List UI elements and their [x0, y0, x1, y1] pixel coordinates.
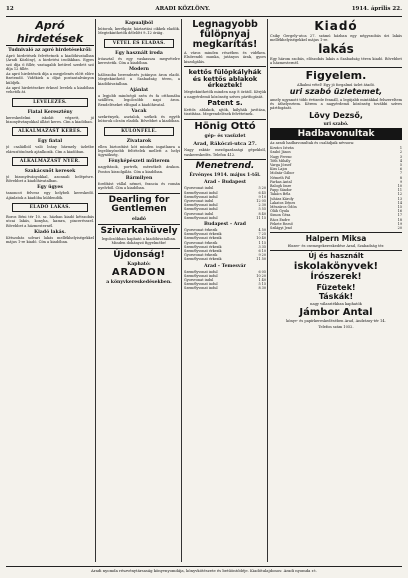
paragraph: fűszer- és csemegekereskedése Arad, Szabadság tér.	[287, 244, 385, 249]
column-rule	[267, 19, 268, 562]
table-cell: Személyvonat érkezik	[184, 236, 222, 241]
table-cell: 20	[397, 226, 402, 231]
section-label: KÜLÖNFÉLE.	[104, 127, 174, 136]
column-rule	[95, 19, 96, 562]
column-sales	[98, 19, 180, 562]
table-cell: 5 20	[258, 186, 266, 191]
table-cell: Személyvonat indul	[184, 194, 218, 199]
ad-heading: Ajánlat	[129, 88, 149, 94]
ad-subline: Kapható:	[127, 261, 151, 267]
table-cell: Személyvonat indul	[184, 282, 218, 287]
ad-heading: Vacak	[131, 108, 147, 114]
timetable-row	[184, 286, 266, 290]
table-cell: Balogh Imre	[270, 184, 292, 189]
ad-szabo-uzlet: uri szabó üzletemet,	[289, 87, 383, 97]
table-cell: 7 25	[258, 232, 266, 237]
ad-lakas: lakás	[318, 42, 354, 57]
table-cell: Papp Sándor	[270, 188, 292, 193]
paragraph: Egy három szobás, előszobás lakás a Szabadság téren kiadó. Bővebbet a házmesternél.	[270, 56, 402, 66]
table-cell: Személyvonat indul	[184, 286, 218, 291]
paragraph: A város minden részében és vidéken. Elsőrendű munka, jutányos árak, gyors kiszolgálás.	[184, 50, 266, 64]
paragraph: a legjobb minőségű szén és fa otthonába szállítva, legolcsóbb napi áron. Rendeléseket elfogad a kiadóhivatal.	[98, 94, 180, 107]
table-cell: Fekete Rezső	[270, 221, 293, 226]
table-cell: 8 40	[258, 211, 266, 216]
table-cell: 8 30	[258, 286, 266, 291]
table-cell: 2 30	[258, 203, 266, 208]
ad-aradon: ARADON	[111, 266, 167, 278]
table-cell: 15	[397, 205, 402, 210]
ad-address: Arad, Rákóczi-utca 27.	[193, 141, 257, 148]
paragraph: Nagy raktár mezőgazdasági gépekből, vaskereskedés. Telefon 412.	[184, 148, 266, 157]
table-cell: Személyvonat indul	[184, 203, 218, 208]
timetable-route: Arad – Temesvár	[204, 263, 246, 269]
table-cell: Személyvonat érkezik	[184, 244, 222, 249]
table-cell: Személyvonat indul	[184, 207, 218, 212]
table-cell: 7	[399, 171, 402, 176]
timetable	[184, 228, 266, 262]
paragraph: hálószoba berendezés jutányos áron eladó. Megtekinthető a Szabadság téren, a kiadóhivatalban.	[98, 73, 180, 86]
paragraph: legolcsóbban kapható a kiadóhivatalban. Minden dohányzó figyelmébe!	[101, 236, 177, 246]
ad-subline: gép- és vasüzlet	[204, 134, 246, 140]
ad-subline: uri szabó.	[323, 121, 349, 127]
table-cell: Takács Béla	[270, 192, 291, 197]
table-cell: 4 50	[258, 227, 266, 232]
paragraph: bútorok, kerékpár, háztartási cikkek eladók. Megtekinthetők délelőtt 9–12 óráig.	[98, 27, 180, 36]
timetable-row	[184, 257, 266, 261]
table-cell: 9	[399, 179, 402, 184]
column-display-ads	[270, 19, 402, 562]
paragraph: kereskedelmi iskolát végzett, jó bizonyítványokkal állást keres. Cím a kiadóban.	[6, 115, 94, 124]
paragraph: szekrények, asztalok, székek és egyéb bútorok olcsón eladók. Bővebbet a kiadóban.	[98, 114, 180, 124]
divider	[184, 159, 266, 160]
table-cell: 9 20	[258, 253, 266, 258]
divider	[98, 248, 180, 249]
paragraph: tanoncot felvesz egy helybeli kereskedő. Ajánlatok a kiadóba küldendők.	[6, 191, 94, 200]
table-cell: 3	[399, 154, 402, 159]
table-cell: Személyvonat érkezik	[184, 248, 222, 253]
table-cell: 5 15	[258, 282, 266, 287]
timetable-route: Arad – Budapest	[204, 180, 246, 186]
divider	[270, 232, 402, 233]
table-cell: Gyorsvonat érkezik	[184, 240, 218, 245]
ad-jambor-antal: Jámbor Antal	[299, 306, 373, 318]
table-cell: Személyvonat indul	[184, 190, 218, 195]
table-cell: 9 10	[258, 194, 266, 199]
table-cell: Személyvonat indul	[184, 273, 218, 278]
table-cell: 18	[397, 217, 402, 222]
table-cell: 17	[397, 213, 402, 218]
column-rule	[181, 19, 182, 562]
ad-heading: Modern	[128, 67, 150, 73]
paragraph: Alkalmi vétel! Egy jó forgalmú üzlet átadó.	[297, 82, 375, 87]
ad-heading: Kapualjból	[125, 21, 153, 26]
table-cell: 19	[397, 221, 402, 226]
ad-heading: Egy használt iroda	[115, 50, 163, 56]
ad-ujdonsag: Újdonság!	[113, 249, 165, 260]
ad-headline: Füzetek!	[316, 282, 356, 292]
table-cell: 6 45	[258, 190, 266, 195]
ad-headline: Táskák!	[318, 292, 354, 302]
table-cell: 16	[397, 209, 402, 214]
paragraph: jó családból való leány bármely üzletbe elárusítónőnek ajánlkozik. Cím a kiadóban.	[6, 145, 94, 154]
section-label: ALKALMAZÁST KERES.	[12, 127, 88, 136]
table-cell: 12	[397, 192, 402, 197]
section-label: ALKALMAZÁST NYER.	[12, 157, 88, 166]
ad-lovy-dezso: Lövy Dezső,	[309, 110, 363, 120]
paragraph: jó bizonyítványokkal, azonnali belépésre. Bővebbet a kiadóhivatalban.	[6, 174, 94, 184]
table-cell: 6 05	[258, 269, 266, 274]
table-cell: Mészáros Ödön	[270, 205, 297, 210]
table-cell: Gyorsvonat indul	[184, 277, 214, 282]
ad-heading: Szakácsnőt keresek	[24, 168, 76, 174]
paragraph: Az apró hirdetések díja a megjelenés előtt előre fizetendő. Vidékiek a díjat postautalványon küldjék.	[6, 72, 94, 85]
table-cell: 6 10	[258, 248, 266, 253]
divider	[184, 119, 266, 120]
table-cell: Oláh Gyula	[270, 209, 290, 214]
paragraph: Megtekinthetők minden nap 8 órától. Kérjük a nagyérdemű közönség szíves pártfogását.	[184, 90, 266, 99]
table-cell: Személyvonat indul	[184, 269, 218, 274]
ad-honig-otto: Hönig Ottó	[194, 120, 256, 132]
paragraph: nagyítások, portrék, mérsékelt árakon. Pontos kiszolgálás. Cím a kiadóban.	[98, 165, 180, 174]
table-cell: Személyvonat érkezik	[184, 232, 222, 237]
table-cell: 1	[399, 146, 402, 151]
ad-heading: Egy ügyes	[37, 185, 63, 191]
ad-heading: Fényképészeti műterem	[108, 159, 170, 165]
table-cell: 13	[397, 196, 402, 201]
table-cell: Farkas Antal	[270, 179, 292, 184]
paragraph: Az aradi hadbavonultak és családjaik névsora:	[270, 140, 355, 145]
table-cell: 8	[399, 175, 402, 180]
paragraph: fordítást vállal német, francia és román nyelvből. Cím a kiadóban.	[98, 182, 180, 191]
table-cell: Gyorsvonat indul	[184, 211, 214, 216]
paragraph: Kettős ablakok, ajtók, kályhák javítása, tisztítása. Megrendelések felvétetnek.	[184, 108, 266, 117]
timetable-subtitle: Érvényes 1914. május 1-től.	[189, 173, 261, 179]
table-cell: 6	[399, 167, 402, 172]
table-cell: 1 15	[258, 240, 266, 245]
divider	[98, 193, 180, 194]
table-cell: 14	[397, 200, 402, 205]
paragraph: könyv- és papírkereskedésében Arad, Andrássy-tér 14.	[286, 319, 386, 324]
issue-date: 1914. április 22.	[351, 6, 402, 12]
column-classifieds	[6, 19, 94, 562]
table-cell: Varga József	[270, 163, 292, 167]
ad-subline: a könyvkereskedésekben.	[106, 280, 172, 286]
timetable-banner: Menetrend.	[195, 160, 255, 171]
timetable-row	[184, 216, 266, 220]
table-cell: 4	[399, 158, 402, 163]
table-cell: Molnár Gábor	[270, 171, 295, 176]
paragraph: Az apró hirdetésekre érkező levelek a kiadóban vehetők át.	[6, 86, 94, 95]
ad-heading: Zivatarok	[126, 138, 152, 144]
list-item	[270, 226, 402, 230]
paragraph: íróasztal és egy vaskassza megvételre kerestetik. Cím a kiadóban.	[98, 56, 180, 65]
ad-heading: Fiatal Keresztény	[27, 109, 73, 115]
timetable	[184, 186, 266, 220]
table-cell: 10 40	[256, 236, 266, 241]
table-cell: 10 20	[256, 273, 266, 278]
ad-headline: iskolakönyvek!	[293, 260, 379, 272]
table-cell: Kiss Lajos	[270, 167, 288, 172]
section-label: LEVELEZÉS.	[12, 98, 88, 107]
table-cell: Lakatos Dénes	[270, 200, 296, 205]
table-cell: 5	[399, 163, 402, 167]
ad-figyelem: Figyelem.	[305, 69, 367, 83]
ad-headline: Legnagyobb fülöpnyaj megkarítás!	[192, 19, 258, 50]
classifieds-masthead: Apró hirdetések	[6, 19, 94, 46]
ad-headline: Írószerek!	[310, 272, 362, 283]
ad-heading: Bármilyen	[125, 176, 153, 182]
table-cell: Nagy Ferenc	[270, 154, 293, 159]
ad-szivarkahuvely: Szivarkahüvely	[100, 225, 178, 236]
table-cell: Gyorsvonat indul	[184, 198, 214, 203]
running-header	[6, 6, 402, 17]
timetable-route: Budapest – Arad	[204, 221, 246, 227]
ad-kiado: Kiadó	[314, 19, 358, 33]
table-cell: Juhász Károly	[270, 196, 294, 201]
divider	[270, 67, 402, 68]
section-label: VÉTEL ÉS ELADÁS.	[104, 39, 174, 48]
column-ads-timetable	[184, 19, 266, 562]
ad-hadbavonultak: Hadbavonultak	[270, 128, 402, 140]
ad-headline: Új és használt	[308, 252, 364, 261]
table-cell: 12 05	[256, 198, 266, 203]
ad-heading: Egy fiatal	[37, 139, 63, 145]
paragraph: ellen biztosítást köt minden ingatlanra a legelőnyösebb feltételek mellett a helyi ügynökség.	[98, 144, 180, 158]
table-cell: 1 40	[258, 277, 266, 282]
paragraph: nagy választékban kaphatók	[310, 302, 362, 307]
table-cell: Németh Pál	[270, 175, 291, 180]
table-cell: 11 50	[256, 257, 266, 262]
ad-headline: kettős fülöpkályhák és kettős ablakok érkeztek!	[188, 67, 262, 90]
table-cell: Gyorsvonat érkezik	[184, 253, 218, 258]
name-list	[270, 146, 402, 230]
paragraph: Telefon szám 1052.	[318, 324, 354, 329]
table-cell: Szilágyi Jenő	[270, 226, 293, 231]
table-cell: 11	[397, 188, 402, 193]
paragraph: Kétszobás udvari lakás mellékhelyiségekkel május 1-re kiadó. Cím a kiadóban.	[6, 235, 94, 245]
table-cell: Személyvonat érkezik	[184, 257, 222, 262]
section-intro: Tudnivaló az apró hirdetésekről:	[8, 48, 92, 53]
section-label: ELADÓ LAKÁS.	[12, 203, 88, 212]
timetable	[184, 270, 266, 291]
paragraph: Boros Béni tér 10. sz. házban kiadó kétszobás utcai lakás, konyha, kamra, pincerésszel. Bővebbet a házmesternél.	[6, 215, 94, 228]
paragraph: Csiky Gergely-utca 27. számú házban egy négyszobás úri lakás mellékhelyiségekkel május 1-re.	[270, 33, 402, 42]
table-cell: Tóth Mihály	[270, 158, 291, 163]
paragraph: amely ugyanott több évtizede fennáll, a legújabb mintákkal felszereltem és áthelyeztem. Kérem a nagyérdemű közönség további szíves pártfogását.	[270, 97, 402, 111]
table-cell: Gyorsvonat érkezik	[184, 227, 218, 232]
table-cell: Kovács István	[270, 146, 294, 151]
table-cell: Simon Géza	[270, 213, 291, 218]
ad-subline: eladó	[132, 216, 146, 222]
table-cell: Szabó János	[270, 150, 291, 155]
ad-dearling: Dearling for Gentlemen	[108, 194, 170, 215]
table-cell: Személyvonat indul	[184, 215, 218, 220]
table-cell: 3 35	[258, 244, 266, 249]
table-cell: 11 15	[256, 215, 266, 220]
page-number: 12	[6, 6, 14, 12]
ad-halpern: Halpern Miksa	[305, 234, 367, 244]
imprint-footer: Aradi nyomda részvénytársaság könyvnyomdája, könyvkötészete és betűöntődéje. Kiadótulajdonos: Aradi nyomda r.t.	[6, 566, 402, 573]
ad-headline: Patent s.	[207, 98, 243, 107]
table-cell: 2	[399, 150, 402, 155]
table-cell: 5 55	[258, 207, 266, 212]
paragraph: Apró hirdetések felvétetnek a kiadóhivatalban (Aradi Közlöny), a hirdetési irodákban. Egyes szó díja 6 fillér, vastagabb betűvel szedett szó díja 12 fillér.	[6, 54, 94, 71]
table-cell: Gyorsvonat indul	[184, 186, 214, 191]
ad-heading: Kiadó lakás.	[34, 229, 66, 235]
table-cell: 10	[397, 184, 402, 189]
divider	[184, 66, 266, 67]
divider	[98, 224, 180, 225]
newspaper-title: ARADI KÖZLÖNY.	[155, 6, 210, 12]
table-cell: Rácz Endre	[270, 217, 290, 222]
